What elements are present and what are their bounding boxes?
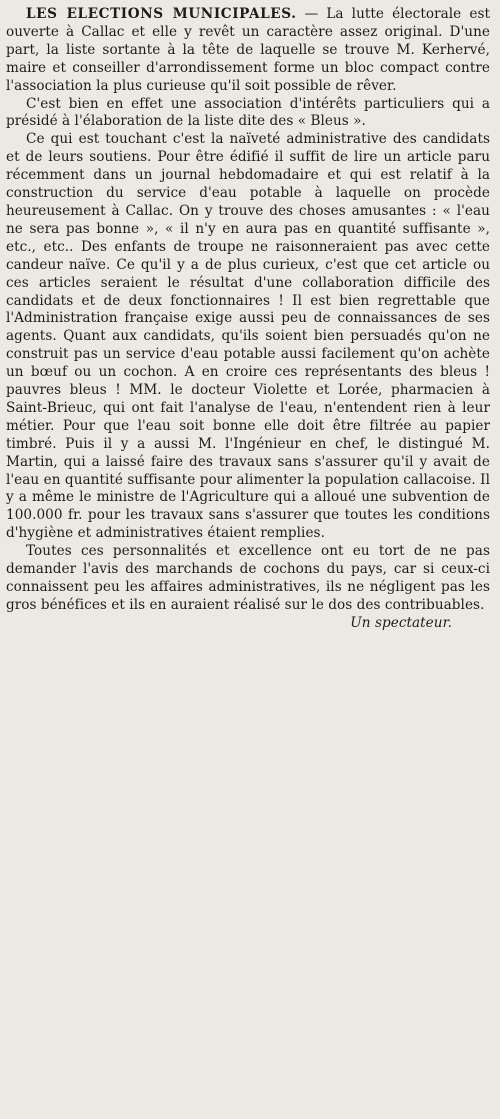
article-paragraph-3: Ce qui est touchant c'est la naïveté administrative des candidats et de leurs soutiens. Pour être édifié il suffit de lire un article paru récemment dans un journal hebdomadaire et qui est relatif à la construction du service d'eau potable à laquelle on procède heureusement à Callac. On y trouve des choses amusantes : « l'eau ne sera pas bonne », « il n'y en aura pas en quantité suffisante », etc., etc.. Des enfants de troupe ne raisonneraient pas avec cette candeur naïve. Ce qu'il y a de plus curieux, c'est que cet article ou ces articles seraient le résultat d'une collaboration difficile des candidats et de deux fonctionnaires ! Il est bien regrettable que l'Administration française exige aussi peu de connaissances de ses agents. Quant aux candidats, qu'ils soient bien persuadés qu'on ne construit pas un service d'eau potable aussi facilement qu'on achète un bœuf ou un cochon. A en croire ces représentants des bleus ! pauvres bleus ! MM. le docteur Violette et Lorée, pharmacien à Saint-Brieuc, qui ont fait l'analyse de l'eau, n'entendent rien à leur métier. Pour que l'eau soit bonne elle doit être filtrée au papier timbré. Puis il y a aussi M. l'Ingénieur en chef, le distingué M. Martin, qui a laissé faire des travaux sans s'assurer qu'il y avait de l'eau en quantité suffisante pour alimenter la population callacoise. Il y a même le ministre de l'Agriculture qui a alloué une subvention de 100.000 fr. pour les travaux sans s'assurer que toutes les conditions d'hygiène et administratives étaient remplies. <box>6 131 490 542</box>
article-signature: Un spectateur. <box>350 614 452 631</box>
article-paragraph-4: Toutes ces personnalités et excellence ont eu tort de ne pas demander l'avis des marchands de cochons du pays, car si ceux-ci connaissent peu les affaires administratives, ils ne négligent pas les gros bénéfices et ils en auraient réalisé sur le dos des contribuables. <box>6 543 490 613</box>
paragraph-1-text: — La lutte électorale est ouverte à Callac et elle y revêt un caractère assez original. D'une part, la liste sortante à la tête de laquelle se trouve M. Kerhervé, maire et conseiller d'arrondissement forme un bloc compact contre l'association la plus curieuse qu'il soit possible de rêver. <box>6 6 490 94</box>
article-paragraph-2: C'est bien en effet une association d'intérêts particuliers qui a présidé à l'élaboration de la liste dite des « Bleus ». <box>6 95 490 130</box>
article-headline: LES ELECTIONS MUNICIPALES. <box>26 6 297 22</box>
article-paragraph-1 <box>6 6 490 96</box>
